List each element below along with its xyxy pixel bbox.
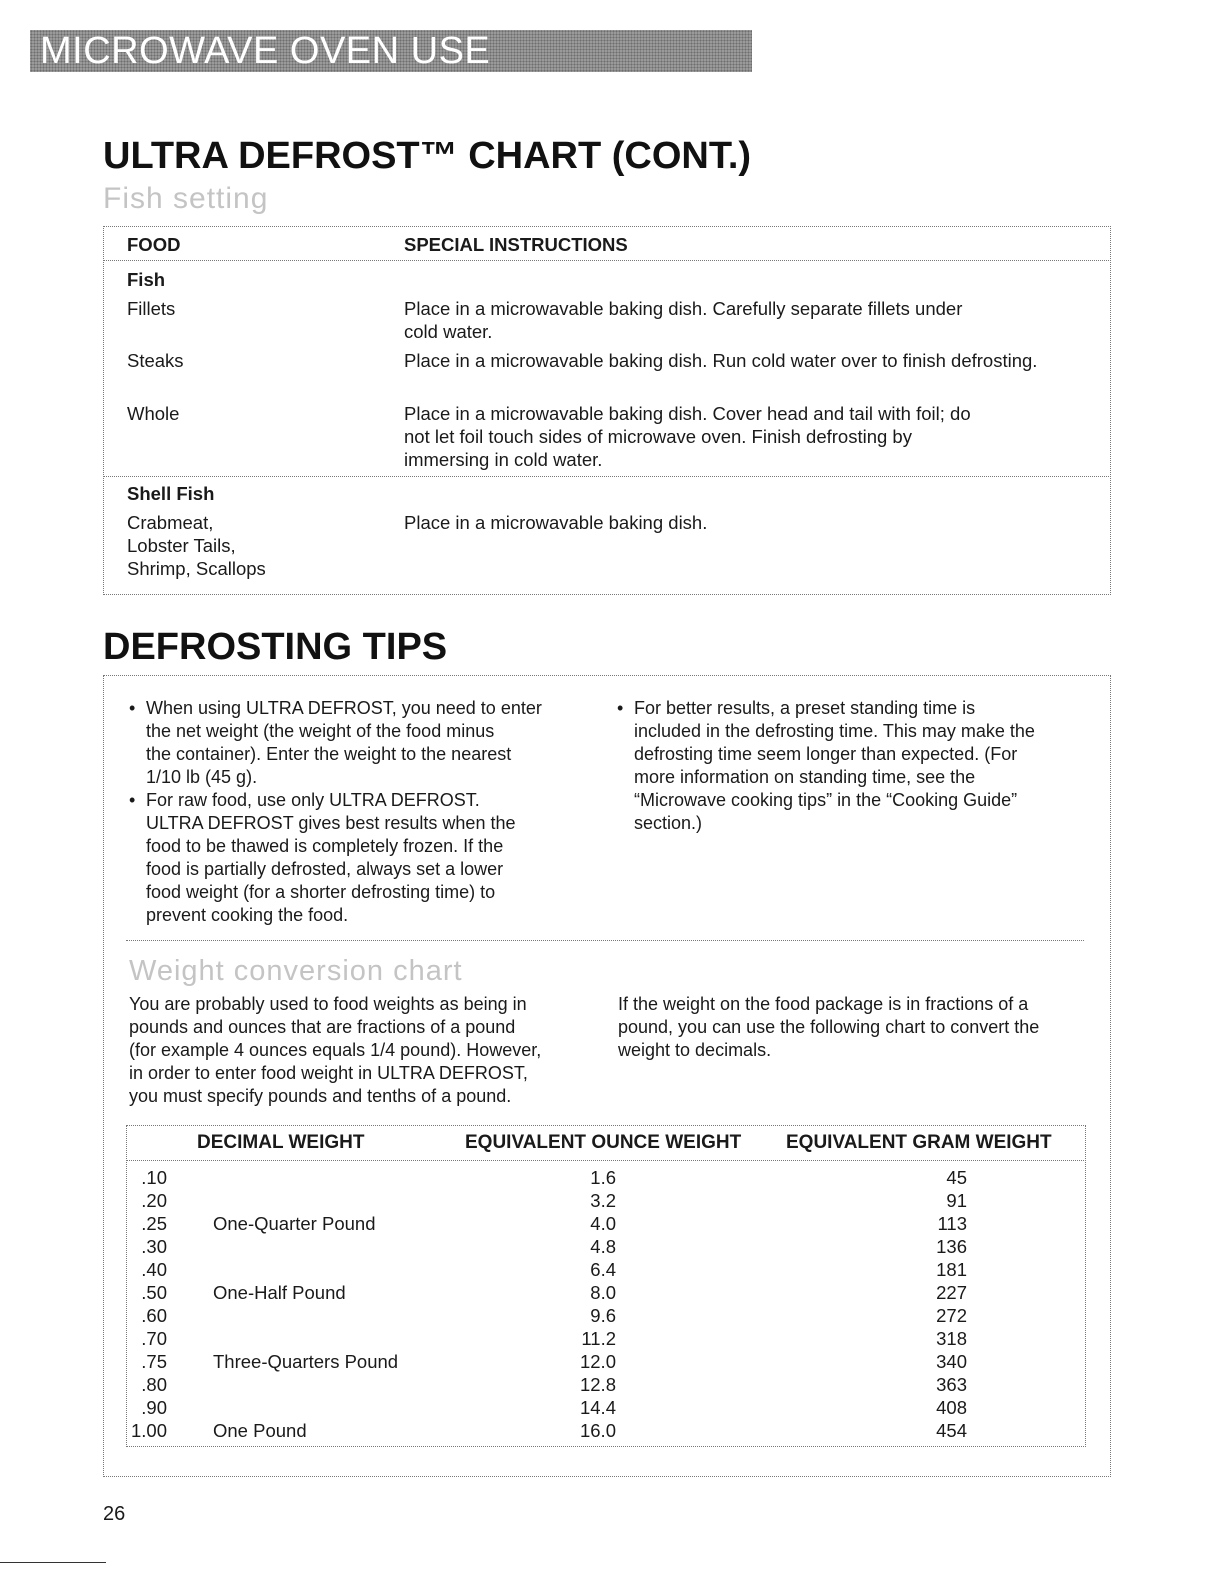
table-row (126, 1396, 1084, 1419)
ounce-weight-cell: 9.6 (590, 1305, 616, 1326)
instr-steaks-1: Place in a microwavable baking dish. Run cold water over to finish defrosting. (404, 350, 1038, 371)
tip-item: • When using ULTRA DEFROST, you need to enter the net weight (the weight of the food minus the container). Enter the weight to the nearest 1/10 lb (45 g). (129, 697, 599, 789)
gram-weight-cell: 181 (936, 1259, 967, 1280)
gram-weight-cell: 272 (936, 1305, 967, 1326)
ounce-weight-cell: 14.4 (579, 1397, 616, 1418)
food-steaks: Steaks (127, 350, 184, 371)
table-row (126, 1281, 1084, 1304)
gram-weight-cell: 408 (936, 1397, 967, 1418)
gram-weight-cell: 227 (936, 1282, 967, 1303)
left-tips-list (129, 697, 599, 927)
weight-label-cell: Three-Quarters Pound (213, 1351, 399, 1372)
instr-fillets-2: cold water. (404, 321, 493, 342)
decimal-weight-cell: 1.00 (130, 1420, 167, 1441)
right-tips-list (617, 697, 1097, 835)
food-crabmeat: Crabmeat, (127, 512, 214, 533)
food-fillets: Fillets (127, 298, 176, 319)
table-row (126, 1304, 1084, 1327)
instr-whole-1: Place in a microwavable baking dish. Cover head and tail with foil; do (404, 403, 971, 424)
instr-shell-1: Place in a microwavable baking dish. (404, 512, 708, 533)
instr-whole-2: not let foil touch sides of microwave oven. Finish defrosting by (404, 426, 912, 447)
weight-label-cell: One Pound (213, 1420, 307, 1441)
table-row (126, 1350, 1084, 1373)
tips-title: DEFROSTING TIPS (103, 626, 448, 668)
decimal-weight-cell: .30 (141, 1236, 167, 1257)
weight-conversion-subtitle: Weight conversion chart (129, 955, 463, 987)
tips-divider (126, 940, 1084, 941)
gram-weight-cell: 113 (937, 1213, 967, 1234)
group-shell-fish: Shell Fish (127, 483, 215, 504)
decimal-weight-cell: .20 (141, 1190, 167, 1211)
group-fish: Fish (127, 269, 166, 290)
ounce-weight-cell: 12.0 (579, 1351, 616, 1372)
table-row (126, 1327, 1084, 1350)
tip-item: • For better results, a preset standing time is included in the defrosting time. This may make the defrosting time seem longer than expected. (For more information on standing time, see the “Microwave cooking tips” in the “Cooking Guide” section.) (617, 697, 1097, 835)
ounce-weight-cell: 6.4 (590, 1259, 616, 1280)
group-divider (103, 476, 1109, 477)
instr-whole-3: immersing in cold water. (404, 449, 603, 470)
decimal-weight-cell: .90 (141, 1397, 167, 1418)
gram-weight-cell: 45 (946, 1167, 967, 1188)
weight-label-cell: One-Quarter Pound (213, 1213, 376, 1234)
ounce-weight-header: EQUIVALENT OUNCE WEIGHT (465, 1132, 742, 1153)
decimal-weight-header: DECIMAL WEIGHT (197, 1132, 365, 1153)
table-row (126, 1258, 1084, 1281)
page-number: 26 (103, 1503, 126, 1525)
fish-setting-subtitle: Fish setting (103, 182, 269, 215)
ounce-weight-cell: 16.0 (579, 1420, 616, 1441)
table-header-divider (126, 1160, 1084, 1161)
ounce-weight-cell: 8.0 (590, 1282, 616, 1303)
gram-weight-cell: 91 (946, 1190, 967, 1211)
table-row (126, 1212, 1084, 1235)
gram-weight-cell: 136 (936, 1236, 967, 1257)
food-shrimp: Shrimp, Scallops (127, 558, 266, 579)
header-divider (103, 260, 1109, 261)
decimal-weight-cell: .80 (141, 1374, 167, 1395)
footer-rule (0, 1562, 106, 1563)
ounce-weight-cell: 4.0 (590, 1213, 616, 1234)
tip-item: • For raw food, use only ULTRA DEFROST. ULTRA DEFROST gives best results when the food to be thawed is completely frozen. If the food is partially defrosted, always set a lower food weight (for a shorter defrosting time) to prevent cooking the food. (129, 789, 599, 927)
section-banner (30, 30, 752, 72)
food-lobster: Lobster Tails, (127, 535, 236, 556)
gram-weight-cell: 454 (936, 1420, 967, 1441)
instructions-column-header: SPECIAL INSTRUCTIONS (404, 234, 628, 255)
gram-weight-cell: 318 (936, 1328, 967, 1349)
weight-intro-left: You are probably used to food weights as being in pounds and ounces that are fractions of a pound (for example 4 ounces equals 1/4 pound). However, in order to enter food weight in ULTRA DEFROST, you must specify pounds and tenths of a pound. (129, 994, 542, 1106)
decimal-weight-cell: .25 (141, 1213, 167, 1234)
table-row (126, 1189, 1084, 1212)
gram-weight-header: EQUIVALENT GRAM WEIGHT (786, 1132, 1052, 1153)
decimal-weight-cell: .10 (141, 1167, 167, 1188)
ounce-weight-cell: 1.6 (590, 1167, 616, 1188)
ounce-weight-cell: 11.2 (581, 1328, 616, 1349)
ounce-weight-cell: 12.8 (579, 1374, 616, 1395)
weight-intro-right: If the weight on the food package is in fractions of a pound, you can use the following chart to convert the weight to decimals. (618, 994, 1040, 1060)
gram-weight-cell: 340 (936, 1351, 967, 1372)
food-whole: Whole (127, 403, 180, 424)
decimal-weight-cell: .60 (141, 1305, 167, 1326)
table-row (126, 1419, 1084, 1442)
table-row (126, 1373, 1084, 1396)
ounce-weight-cell: 3.2 (590, 1190, 616, 1211)
decimal-weight-cell: .75 (141, 1351, 167, 1372)
table-row (126, 1166, 1084, 1189)
food-column-header: FOOD (127, 234, 181, 255)
gram-weight-cell: 363 (936, 1374, 967, 1395)
decimal-weight-cell: .40 (141, 1259, 167, 1280)
ounce-weight-cell: 4.8 (590, 1236, 616, 1257)
table-row (126, 1235, 1084, 1258)
banner-title: MICROWAVE OVEN USE (40, 30, 491, 72)
decimal-weight-cell: .50 (141, 1282, 167, 1303)
instr-fillets-1: Place in a microwavable baking dish. Carefully separate fillets under (404, 298, 963, 319)
decimal-weight-cell: .70 (141, 1328, 167, 1349)
chart-title: ULTRA DEFROST™ CHART (CONT.) (103, 135, 752, 177)
weight-label-cell: One-Half Pound (213, 1282, 346, 1303)
